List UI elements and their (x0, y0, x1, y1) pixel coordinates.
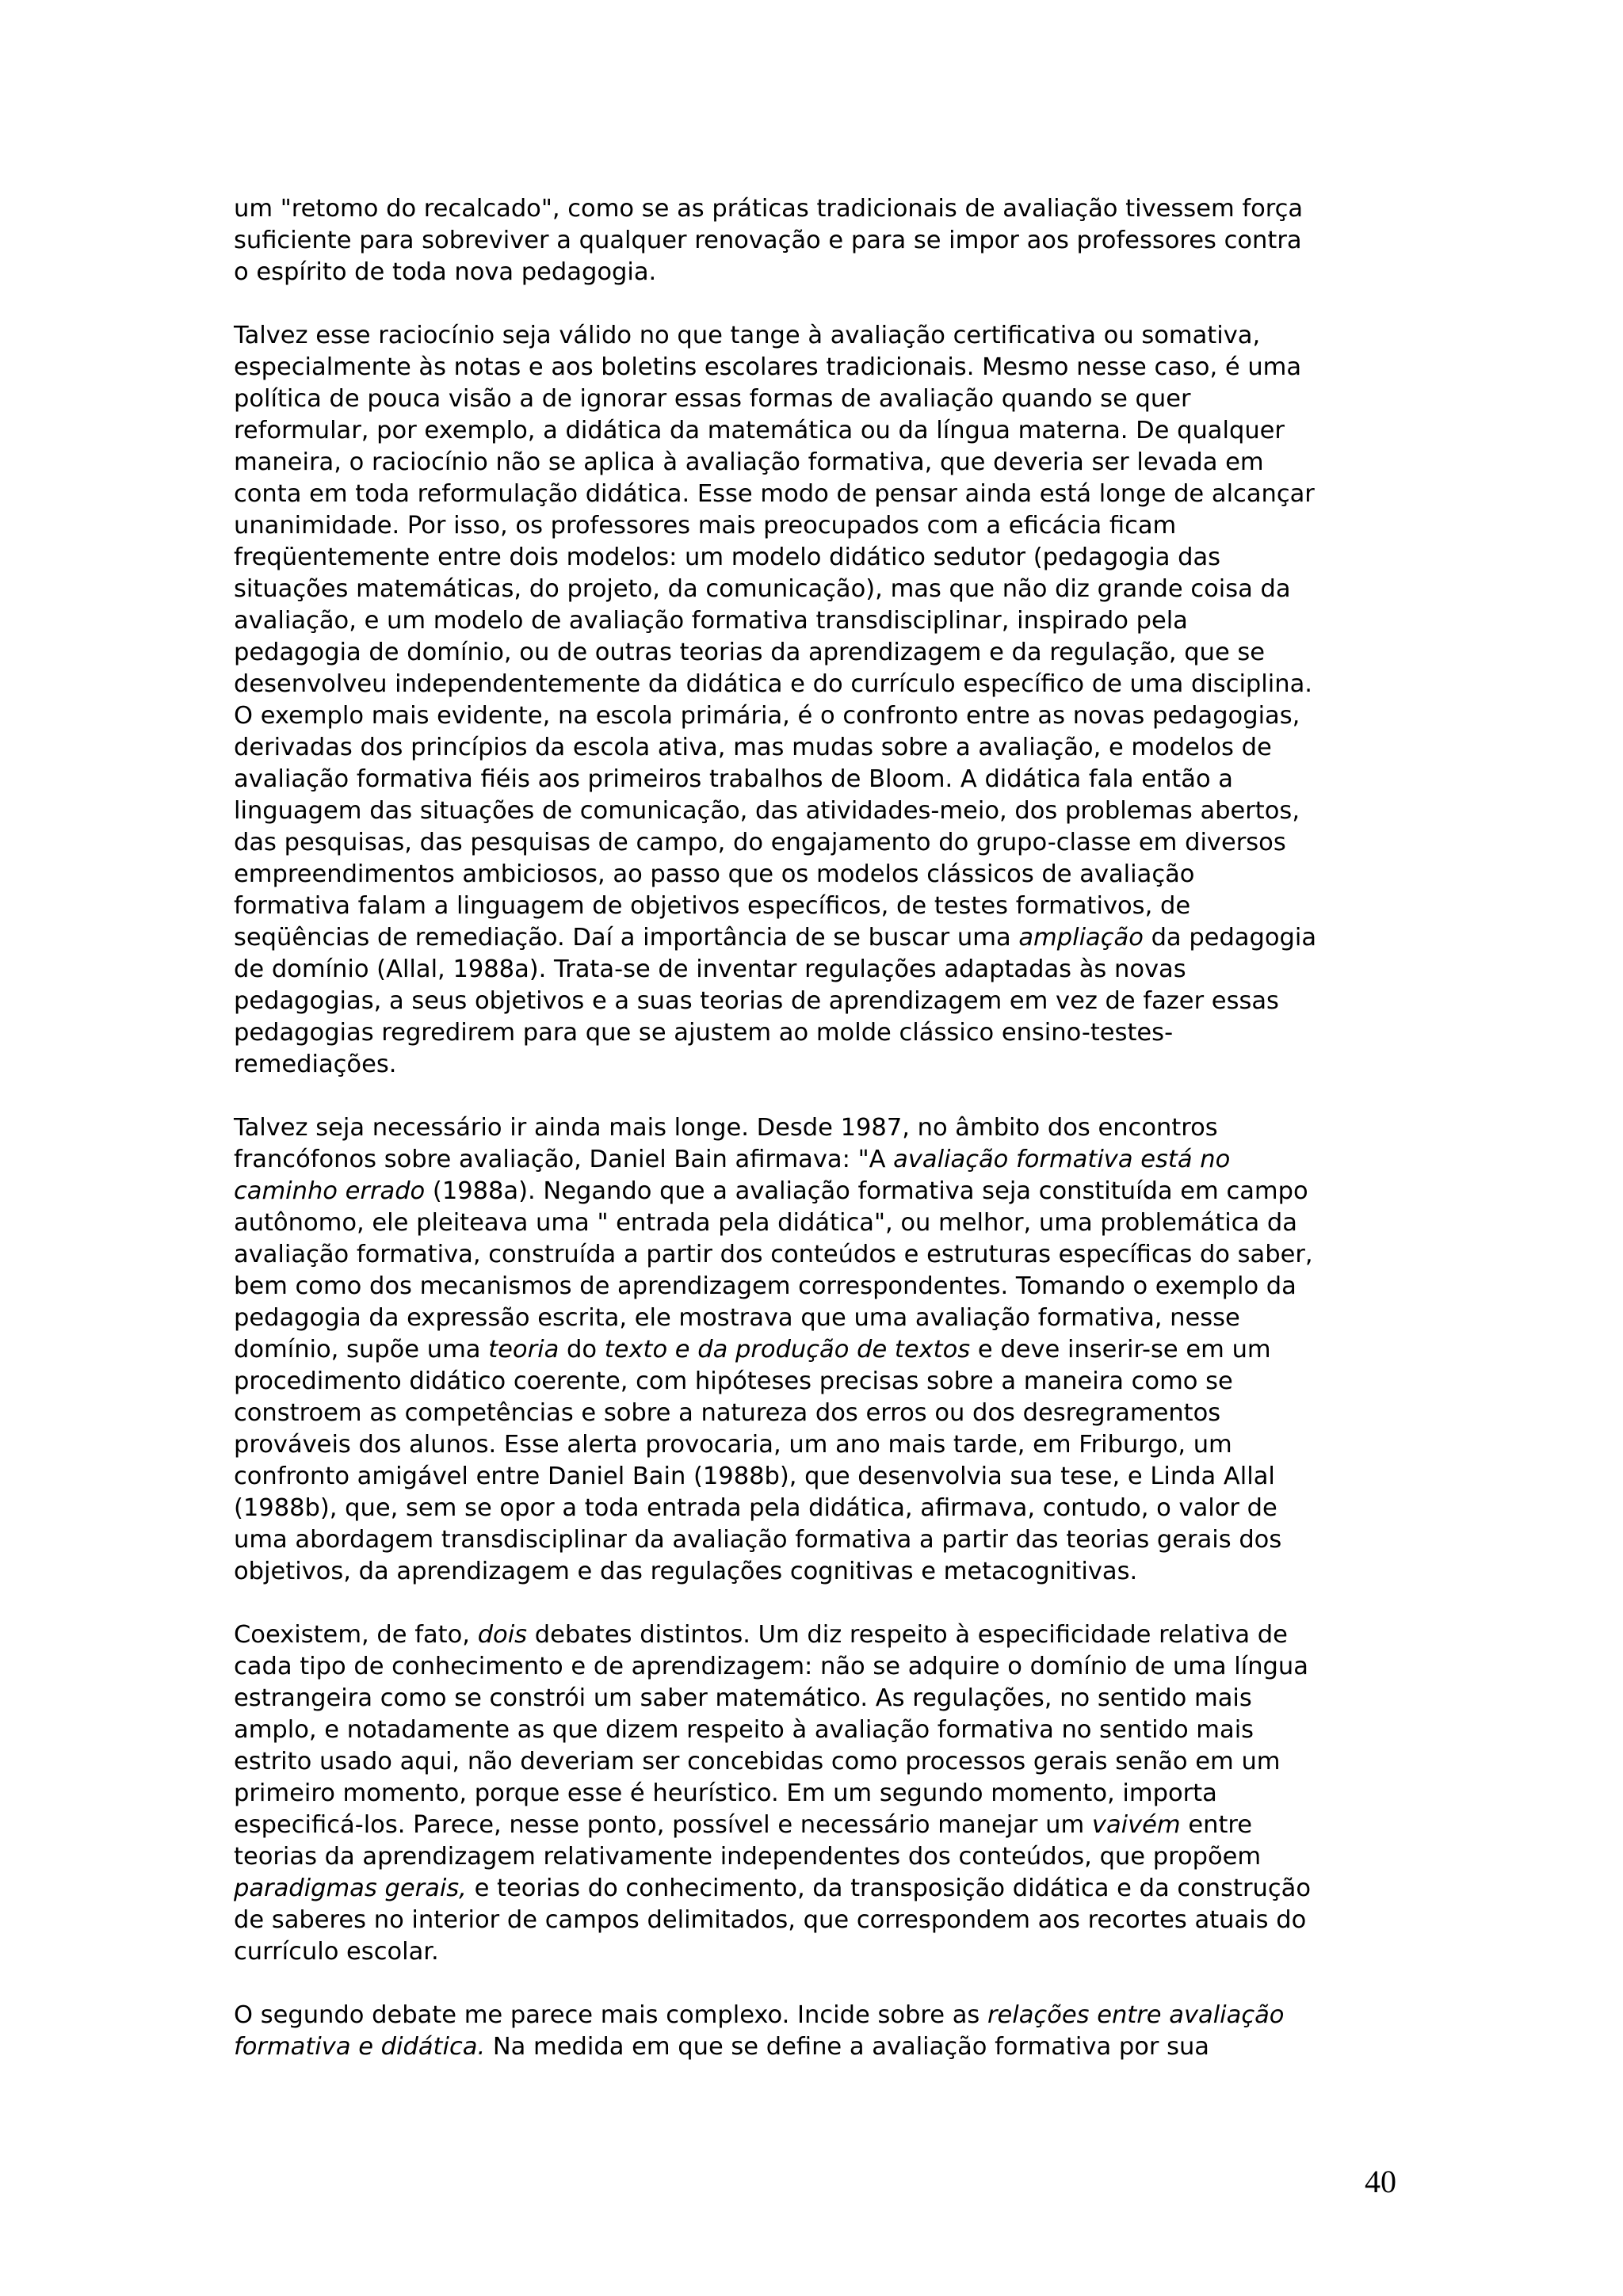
text-line (234, 1714, 1415, 1746)
text-segment: pedagogia de domínio, ou de outras teorias da aprendizagem e da regulação, que se (234, 639, 1266, 666)
text-line (234, 986, 1415, 1017)
text-segment: bem como dos mecanismos de aprendizagem correspondentes. Tomando o exemplo da (234, 1272, 1296, 1300)
text-segment: maneira, o raciocínio não se aplica à avaliação formativa, que deveria ser levada em (234, 448, 1264, 476)
text-line (234, 510, 1415, 542)
text-line (234, 1207, 1415, 1239)
text-segment: amplo, e notadamente as que dizem respeito à avaliação formativa no sentido mais (234, 1716, 1254, 1744)
text-segment: o espírito de toda nova pedagogia. (234, 258, 657, 286)
text-line (234, 1619, 1415, 1651)
text-segment: situações matemáticas, do projeto, da comunicação), mas que não diz grande coisa da (234, 575, 1291, 603)
paragraph (234, 193, 1415, 288)
text-segment: do (559, 1336, 605, 1363)
text-line (234, 859, 1415, 891)
text-segment: reformular, por exemplo, a didática da matemática ou da língua materna. De qualquer (234, 417, 1285, 444)
text-segment: estrangeira como se constrói um saber matemático. As regulações, no sentido mais (234, 1684, 1252, 1712)
text-line (234, 954, 1415, 986)
text-line (234, 447, 1415, 479)
text-segment: de saberes no interior de campos delimitados, que correspondem aos recortes atuais do (234, 1906, 1307, 1934)
text-segment: confronto amigável entre Daniel Bain (1988b), que desenvolvia sua tese, e Linda Allal (234, 1463, 1275, 1490)
text-line (234, 1429, 1415, 1461)
text-line (234, 1398, 1415, 1429)
text-segment: especialmente às notas e aos boletins escolares tradicionais. Mesmo nesse caso, é uma (234, 353, 1302, 381)
text-segment: constroem as competências e sobre a natureza dos erros ou dos desregramentos (234, 1399, 1221, 1427)
text-segment: pedagogia da expressão escrita, ele mostrava que uma avaliação formativa, nesse (234, 1304, 1240, 1332)
text-segment: conta em toda reformulação didática. Esse modo de pensar ainda está longe de alcançar (234, 480, 1315, 508)
text-line (234, 1651, 1415, 1683)
text-segment: especificá-los. Parece, nesse ponto, possível e necessário manejar um (234, 1811, 1092, 1839)
text-line (234, 415, 1415, 447)
text-segment: pedagogias regredirem para que se ajustem ao molde clássico ensino-testes- (234, 1019, 1174, 1047)
text-segment: um "retomo do recalcado", como se as práticas tradicionais de avaliação tivessem força (234, 195, 1304, 223)
text-line (234, 225, 1415, 257)
text-line (234, 1683, 1415, 1714)
text-segment: avaliação formativa fiéis aos primeiros trabalhos de Bloom. A didática fala então a (234, 765, 1233, 793)
text-segment: pedagogias, a seus objetivos e a suas teorias de aprendizagem em vez de fazer essas (234, 987, 1279, 1015)
text-segment: O exemplo mais evidente, na escola primária, é o confronto entre as novas pedagogias, (234, 702, 1300, 730)
paragraph (234, 1112, 1415, 1588)
text-segment: formativa falam a linguagem de objetivos específicos, de testes formativos, de (234, 892, 1191, 920)
text-line (234, 1239, 1415, 1271)
text-segment: Coexistem, de fato, (234, 1621, 478, 1649)
text-line (234, 1873, 1415, 1905)
text-line (234, 922, 1415, 954)
italic-text: dois (477, 1621, 528, 1649)
italic-text: caminho errado (234, 1177, 426, 1205)
text-segment: teorias da aprendizagem relativamente independentes dos conteúdos, que propõem (234, 1843, 1262, 1871)
text-line (234, 1366, 1415, 1398)
text-line (234, 1049, 1415, 1081)
text-segment: debates distintos. Um diz respeito à especificidade relativa de (527, 1621, 1288, 1649)
text-line (234, 1112, 1415, 1144)
text-line (234, 700, 1415, 732)
italic-text: formativa e didática. (234, 2033, 486, 2061)
text-line (234, 1302, 1415, 1334)
text-segment: de domínio (Allal, 1988a). Trata-se de inventar regulações adaptadas às novas (234, 955, 1186, 983)
italic-text: relações entre avaliação (987, 2001, 1285, 2029)
text-segment: das pesquisas, das pesquisas de campo, do engajamento do grupo-classe em diversos (234, 829, 1286, 856)
text-line (234, 1271, 1415, 1302)
text-line (234, 542, 1415, 574)
text-line (234, 1176, 1415, 1207)
text-segment: e deve inserir-se em um (970, 1336, 1271, 1363)
text-line (234, 827, 1415, 859)
text-line (234, 1936, 1415, 1968)
text-segment: avaliação, e um modelo de avaliação formativa transdisciplinar, inspirado pela (234, 607, 1188, 635)
text-line (234, 1810, 1415, 1841)
text-segment: primeiro momento, porque esse é heurístico. Em um segundo momento, importa (234, 1779, 1217, 1807)
text-segment: remediações. (234, 1051, 397, 1078)
text-line (234, 1144, 1415, 1176)
text-segment: linguagem das situações de comunicação, das atividades-meio, dos problemas abertos, (234, 797, 1300, 825)
paragraph (234, 2000, 1415, 2063)
text-line (234, 1746, 1415, 1778)
text-segment: domínio, supõe uma (234, 1336, 489, 1363)
text-line (234, 764, 1415, 795)
text-segment: seqüências de remediação. Daí a importância de se buscar uma (234, 924, 1019, 952)
text-line (234, 574, 1415, 605)
text-line (234, 2000, 1415, 2031)
text-line (234, 1461, 1415, 1493)
text-line (234, 1905, 1415, 1936)
page-number: 40 (1365, 2164, 1396, 2199)
text-line (234, 637, 1415, 669)
paragraph (234, 1619, 1415, 1968)
text-segment: O segundo debate me parece mais complexo. Incide sobre as (234, 2001, 987, 2029)
text-segment: cada tipo de conhecimento e de aprendizagem: não se adquire o domínio de uma língua (234, 1653, 1308, 1680)
text-segment: objetivos, da aprendizagem e das regulações cognitivas e metacognitivas. (234, 1558, 1138, 1585)
text-segment: empreendimentos ambiciosos, ao passo que os modelos clássicos de avaliação (234, 860, 1195, 888)
text-segment: derivadas dos princípios da escola ativa, mas mudas sobre a avaliação, e modelos de (234, 734, 1272, 761)
italic-text: paradigmas gerais, (234, 1875, 467, 1902)
text-line (234, 1778, 1415, 1810)
text-line (234, 1841, 1415, 1873)
text-line (234, 1493, 1415, 1524)
paragraph (234, 320, 1415, 1081)
text-segment: prováveis dos alunos. Esse alerta provocaria, um ano mais tarde, em Friburgo, um (234, 1431, 1232, 1459)
text-line (234, 605, 1415, 637)
text-line (234, 1334, 1415, 1366)
text-line (234, 1556, 1415, 1588)
text-segment: Na medida em que se define a avaliação formativa por sua (485, 2033, 1209, 2061)
text-segment: currículo escolar. (234, 1938, 439, 1966)
text-line (234, 1017, 1415, 1049)
body-text (234, 193, 1415, 2095)
text-segment: da pedagogia (1143, 924, 1317, 952)
text-segment: (1988a). Negando que a avaliação formativa seja constituída em campo (425, 1177, 1308, 1205)
text-line (234, 891, 1415, 922)
text-line (234, 383, 1415, 415)
text-segment: Talvez seja necessário ir ainda mais longe. Desde 1987, no âmbito dos encontros (234, 1114, 1218, 1142)
text-line (234, 2031, 1415, 2063)
text-segment: suficiente para sobreviver a qualquer renovação e para se impor aos professores contra (234, 227, 1302, 254)
text-segment: autônomo, ele pleiteava uma " entrada pela didática", ou melhor, uma problemática da (234, 1209, 1297, 1237)
text-line (234, 320, 1415, 352)
text-segment: desenvolveu independentemente da didática e do currículo específico de uma disciplina. (234, 670, 1312, 698)
italic-text: texto e da produção de textos (604, 1336, 971, 1363)
text-line (234, 479, 1415, 510)
italic-text: vaivém (1091, 1811, 1181, 1839)
text-line (234, 1524, 1415, 1556)
text-segment: estrito usado aqui, não deveriam ser concebidas como processos gerais senão em um (234, 1748, 1281, 1775)
text-segment: entre (1180, 1811, 1253, 1839)
text-segment: unanimidade. Por isso, os professores mais preocupados com a eficácia ficam (234, 512, 1177, 540)
text-segment: procedimento didático coerente, com hipóteses precisas sobre a maneira como se (234, 1367, 1233, 1395)
text-line (234, 732, 1415, 764)
text-segment: avaliação formativa, construída a partir dos conteúdos e estruturas específicas do saber, (234, 1241, 1313, 1268)
text-segment: política de pouca visão a de ignorar essas formas de avaliação quando se quer (234, 385, 1191, 413)
text-segment: Talvez esse raciocínio seja válido no que tange à avaliação certificativa ou somativa, (234, 322, 1261, 349)
text-line (234, 669, 1415, 700)
text-segment: e teorias do conhecimento, da transposição didática e da construção (466, 1875, 1311, 1902)
text-line (234, 257, 1415, 288)
italic-text: avaliação formativa está no (893, 1146, 1231, 1173)
text-line (234, 795, 1415, 827)
text-segment: (1988b), que, sem se opor a toda entrada pela didática, afirmava, contudo, o valor de (234, 1494, 1277, 1522)
text-segment: uma abordagem transdisciplinar da avaliação formativa a partir das teorias gerais dos (234, 1526, 1282, 1554)
text-segment: francófonos sobre avaliação, Daniel Bain afirmava: "A (234, 1146, 894, 1173)
italic-text: teoria (488, 1336, 559, 1363)
italic-text: ampliação (1018, 924, 1144, 952)
text-line (234, 352, 1415, 383)
text-segment: freqüentemente entre dois modelos: um modelo didático sedutor (pedagogia das (234, 543, 1221, 571)
text-line (234, 193, 1415, 225)
